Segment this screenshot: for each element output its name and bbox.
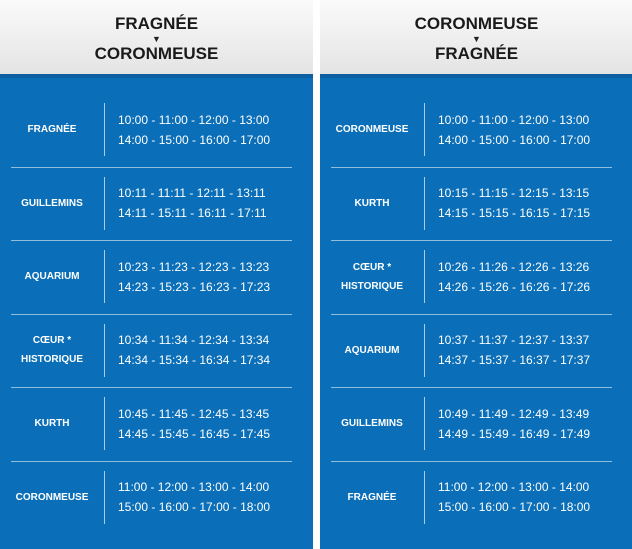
table-row [0,314,313,388]
stop-name: FRAGNÉE [347,491,397,503]
times-afternoon: 14:34 - 15:34 - 16:34 - 17:34 [118,353,271,368]
departure-times [118,240,270,314]
departure-times [118,314,270,388]
departure-times [438,240,590,314]
times-afternoon: 14:15 - 15:15 - 16:15 - 17:15 [438,206,591,221]
times-morning: 11:00 - 12:00 - 13:00 - 14:00 [118,480,270,495]
column-divider [104,471,105,524]
column-divider [104,250,105,303]
times-afternoon: 14:45 - 15:45 - 16:45 - 17:45 [118,426,271,441]
times-afternoon: 15:00 - 16:00 - 17:00 - 18:00 [118,500,271,515]
times-afternoon: 14:49 - 15:49 - 16:49 - 17:49 [438,426,591,441]
stop-name: CŒUR * HISTORIQUE [20,335,84,366]
times-afternoon: 14:00 - 15:00 - 16:00 - 17:00 [118,132,271,147]
column-divider [424,250,425,303]
arrow-down-icon: ▼ [472,34,481,44]
stop-name: AQUARIUM [344,344,400,356]
times-morning: 10:45 - 11:45 - 12:45 - 13:45 [118,406,270,421]
table-row [320,387,632,461]
column-divider [424,471,425,524]
origin-label: FRAGNÉE [114,14,199,33]
times-morning: 10:00 - 11:00 - 12:00 - 13:00 [438,112,590,127]
times-morning: 10:15 - 11:15 - 12:15 - 13:15 [438,186,590,201]
times-afternoon: 14:00 - 15:00 - 16:00 - 17:00 [438,132,591,147]
table-row [320,240,632,314]
departure-times [438,461,590,535]
destination-label: FRAGNÉE [434,44,519,63]
stop-name: CORONMEUSE [335,124,409,136]
column-divider [424,103,425,156]
stop-name: KURTH [34,418,70,430]
times-afternoon: 15:00 - 16:00 - 17:00 - 18:00 [438,500,591,515]
times-morning: 10:37 - 11:37 - 12:37 - 13:37 [438,333,590,348]
departure-times [438,167,590,241]
times-morning: 10:26 - 11:26 - 12:26 - 13:26 [438,259,590,274]
times-afternoon: 14:23 - 15:23 - 16:23 - 17:23 [118,279,271,294]
departure-times [118,93,270,167]
table-row [320,93,632,167]
column-divider [104,324,105,377]
times-morning: 10:00 - 11:00 - 12:00 - 13:00 [118,112,270,127]
table-row [0,240,313,314]
table-row [0,167,313,241]
departure-times [118,461,270,535]
schedule-panel-coronmeuse-to-fragnee [320,0,632,549]
stop-name: CŒUR * HISTORIQUE [340,261,404,292]
departure-times [438,387,590,461]
destination-label: CORONMEUSE [94,44,219,63]
departure-times [118,167,267,241]
times-afternoon: 14:11 - 15:11 - 16:11 - 17:11 [118,206,267,221]
schedule-table [320,74,632,549]
schedule-panel-fragnee-to-coronmeuse [0,0,313,549]
table-row [320,314,632,388]
stop-name: GUILLEMINS [341,418,403,430]
times-afternoon: 14:37 - 15:37 - 16:37 - 17:37 [438,353,591,368]
times-morning: 10:49 - 11:49 - 12:49 - 13:49 [438,406,590,421]
panel-header [320,0,632,74]
arrow-down-icon: ▼ [152,34,161,44]
table-row [0,387,313,461]
column-divider [104,397,105,450]
column-divider [104,103,105,156]
column-divider [104,177,105,230]
stop-name: AQUARIUM [24,271,80,283]
times-morning: 10:11 - 11:11 - 12:11 - 13:11 [118,186,266,201]
table-row [0,461,313,535]
stop-name: FRAGNÉE [27,124,77,136]
panel-header [0,0,313,74]
times-morning: 10:23 - 11:23 - 12:23 - 13:23 [118,259,270,274]
times-morning: 11:00 - 12:00 - 13:00 - 14:00 [438,480,590,495]
stop-name: KURTH [354,197,390,209]
column-divider [424,177,425,230]
stop-name: CORONMEUSE [15,491,89,503]
origin-label: CORONMEUSE [414,14,539,33]
column-divider [424,397,425,450]
departure-times [438,314,590,388]
schedule-table [0,74,313,549]
departure-times [118,387,270,461]
departure-times [438,93,590,167]
table-row [320,167,632,241]
stop-name: GUILLEMINS [21,197,83,209]
times-afternoon: 14:26 - 15:26 - 16:26 - 17:26 [438,279,591,294]
column-divider [424,324,425,377]
table-row [0,93,313,167]
table-row [320,461,632,535]
times-morning: 10:34 - 11:34 - 12:34 - 13:34 [118,333,270,348]
